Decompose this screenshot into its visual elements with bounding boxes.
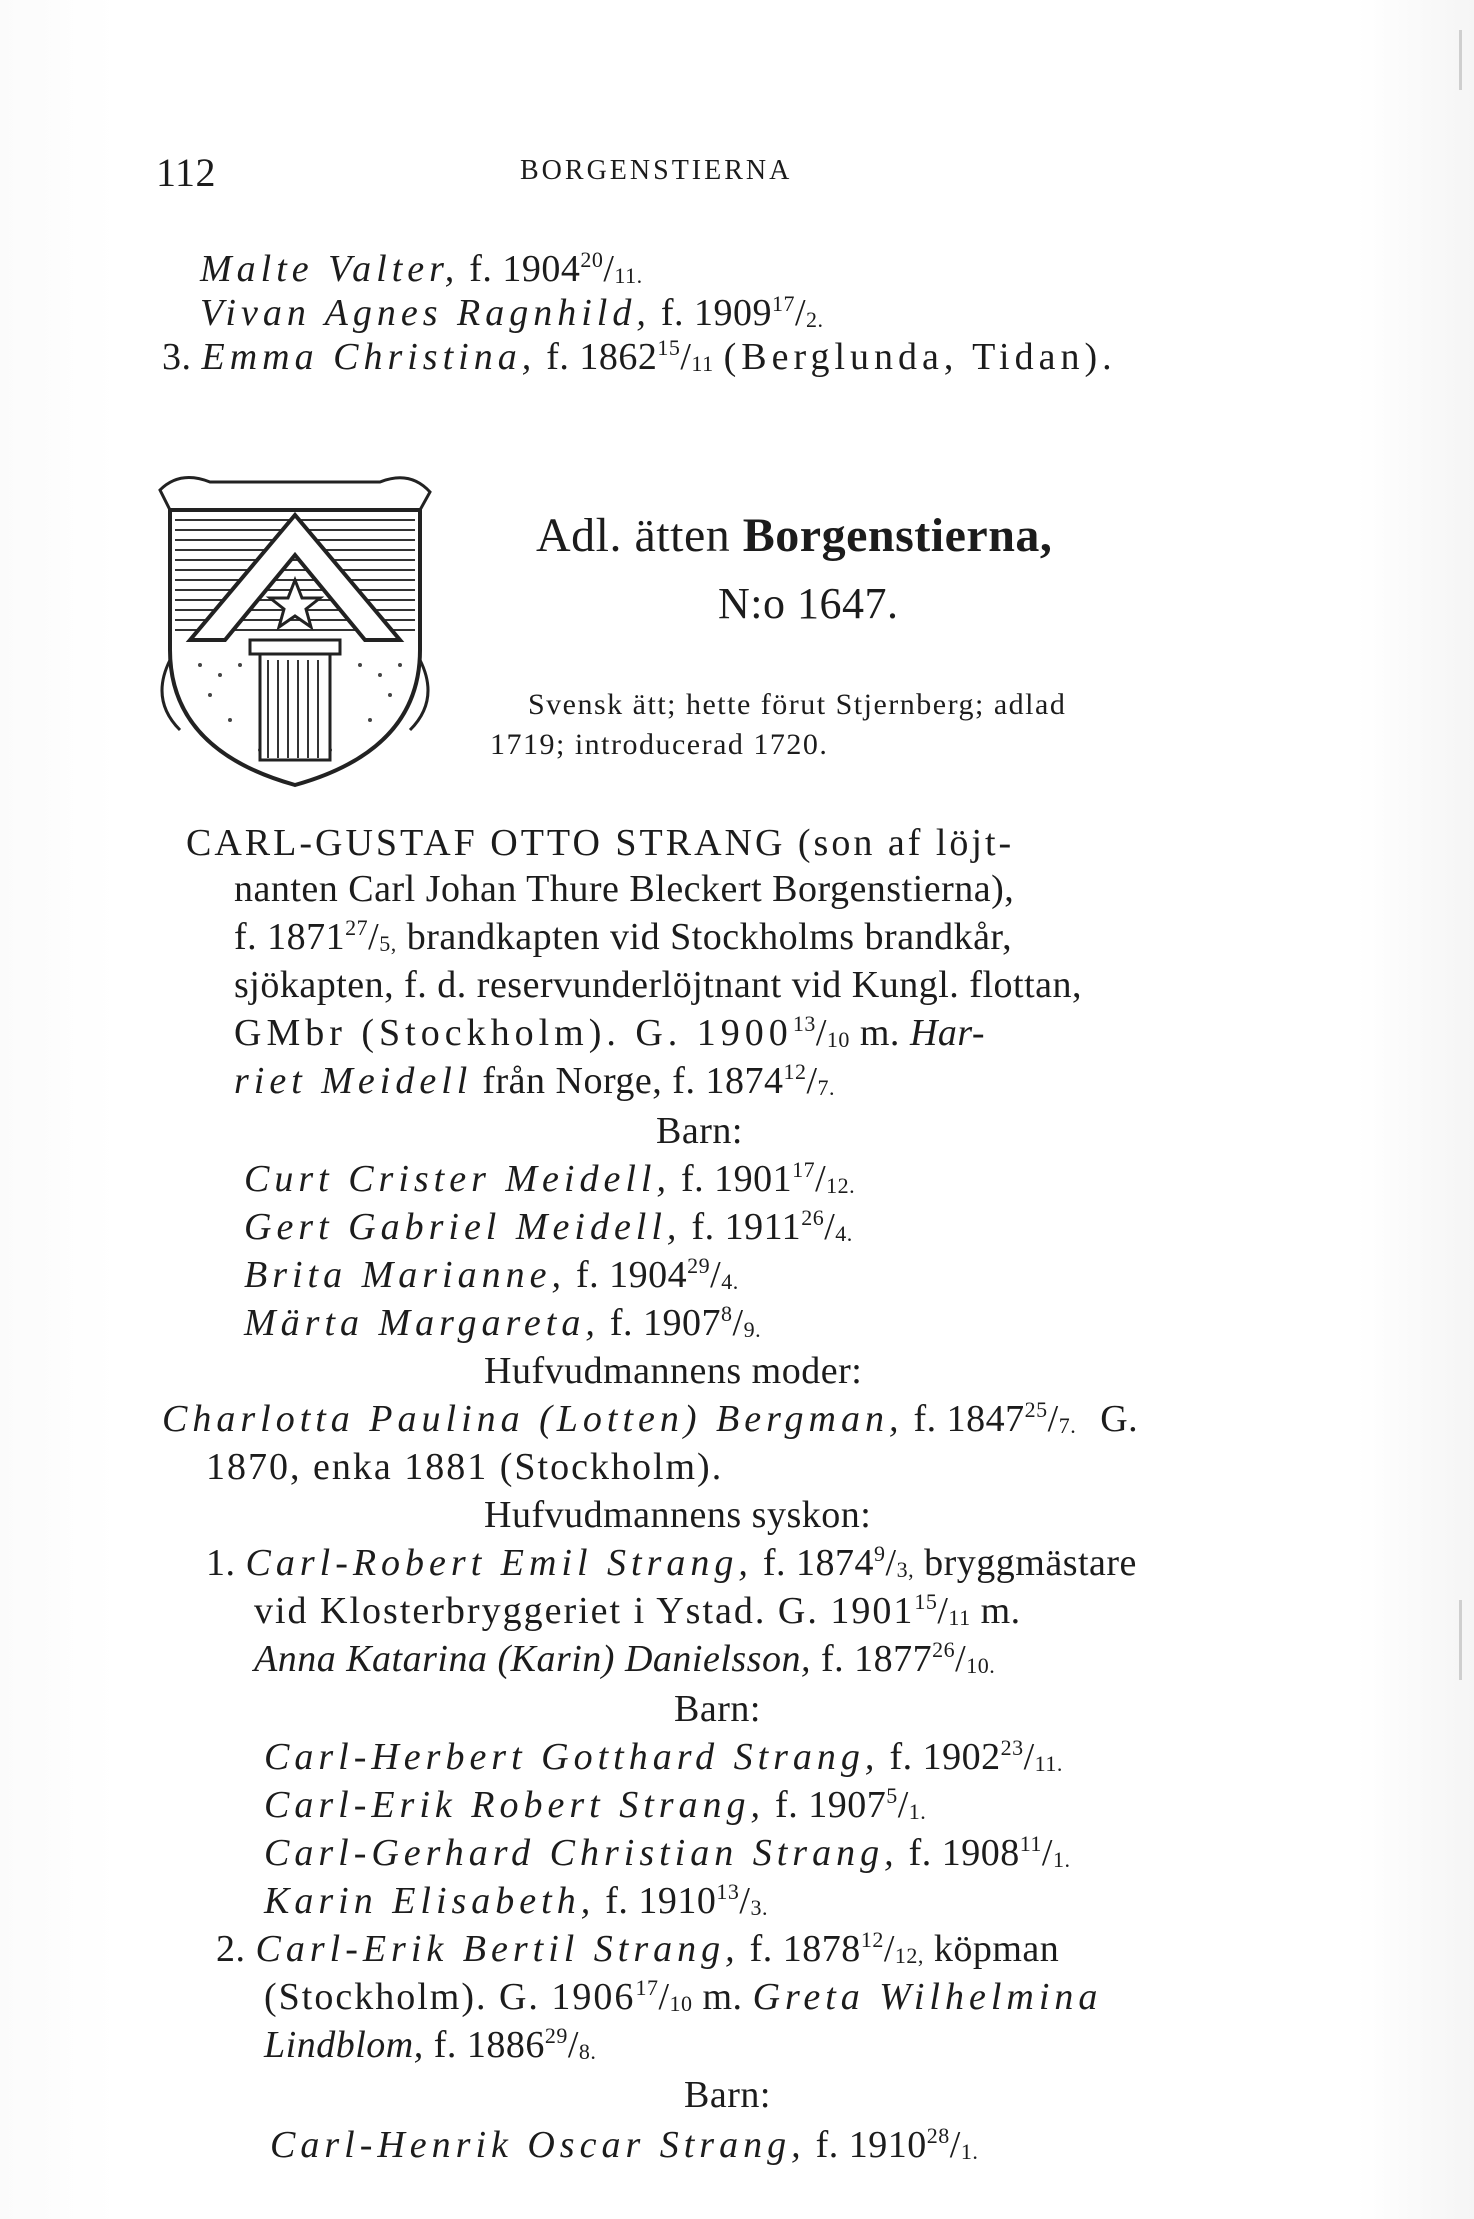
entry-sup: 20 [580, 247, 604, 272]
child-marta: Märta Margareta, f. 1907$^8$/9. [244, 1301, 762, 1344]
child-brita: Brita Marianne, f. 1904$^{29}$/4. [244, 1253, 739, 1296]
entry-place: (Berglunda, Tidan). [723, 336, 1117, 378]
main-entry-line-5: GMbr (Stockholm). G. 1900$^{13}$/10 m. Har- [234, 1011, 986, 1054]
entry-birth: f. 1862 [546, 336, 658, 378]
sibling-2-line-3: Lindblom, f. 1886$^{29}$/8. [264, 2023, 597, 2066]
family-heading [536, 508, 1052, 564]
entry-birth: f. 1904 [469, 248, 581, 290]
entry-birth: f. 1909 [660, 292, 772, 334]
sibling-1-children-label: Barn: [674, 1688, 761, 1730]
child-gert: Gert Gabriel Meidell, f. 1911$^{26}$/4. [244, 1205, 853, 1248]
entry-sup: 15 [657, 335, 681, 360]
entry-sub: 11. [614, 263, 643, 288]
entry-sup: 17 [771, 291, 795, 316]
main-entry-line-6: riet Meidell från Norge, f. 1874$^{12}$/7. [234, 1059, 836, 1102]
coat-of-arms-icon [150, 470, 440, 800]
main-entry-line-1: CARL-GUSTAF OTTO STRANG (son af löjt- [186, 822, 1015, 864]
family-note-2: 1719; introducerad 1720. [490, 728, 829, 761]
children-label: Barn: [656, 1110, 743, 1152]
entry-sub: 2. [806, 307, 824, 332]
sibling-1-child-4: Karin Elisabeth, f. 1910$^{13}$/3. [264, 1879, 768, 1922]
entry-sub: 11 [691, 351, 714, 376]
sibling-2-children-label: Barn: [684, 2074, 771, 2116]
mother-line-2: 1870, enka 1881 (Stockholm). [206, 1446, 724, 1488]
entry-name: Malte Valter, [200, 248, 460, 290]
entry-name: Vivan Agnes Ragnhild, [200, 292, 651, 334]
sibling-1-child-3: Carl-Gerhard Christian Strang, f. 1908$^{11}$/1. [264, 1831, 1071, 1874]
sibling-1-line-3: Anna Katarina (Karin) Danielsson, f. 1877$^{26}$/10. [254, 1637, 996, 1680]
child-curt: Curt Crister Meidell, f. 1901$^{17}$/12. [244, 1157, 856, 1200]
mother-label: Hufvudmannens moder: [484, 1350, 863, 1392]
main-entry-line-3: f. 1871$^{27}$/5, brandkapten vid Stockholms brandkår, [234, 915, 1013, 958]
family-note-1: Svensk ätt; hette förut Stjernberg; adlad [528, 688, 1067, 721]
sibling-2-child-1: Carl-Henrik Oscar Strang, f. 1910$^{28}$/1. [270, 2123, 979, 2166]
entry-number: 3. [162, 336, 192, 378]
sibling-1-child-1: Carl-Herbert Gotthard Strang, f. 1902$^{23}$/11. [264, 1735, 1063, 1778]
running-title: BORGENSTIERNA [520, 155, 793, 186]
family-number: N:o 1647. [718, 579, 899, 628]
main-entry-line-2: nanten Carl Johan Thure Bleckert Borgenstierna), [234, 868, 1015, 910]
entry-name: Emma Christina, [201, 336, 537, 378]
main-entry-line-4: sjökapten, f. d. reservunderlöjtnant vid Kungl. flottan, [234, 964, 1082, 1006]
sibling-1-line-2: vid Klosterbryggeriet i Ystad. G. 1901$^{15}$/11 m. [254, 1589, 1021, 1632]
scan-edge-mark [1459, 30, 1462, 90]
sibling-2-line-2: (Stockholm). G. 1906$^{17}$/10 m. Greta Wilhelmina [264, 1975, 1103, 2018]
title-prefix: Adl. ätten [536, 509, 731, 562]
scan-edge-mark [1459, 1600, 1462, 1680]
entry-malte: Malte Valter, f. 1904$^{20}$/11. [200, 247, 643, 290]
page-number: 112 [156, 150, 217, 195]
sibling-1-line-1: 1. Carl-Robert Emil Strang, f. 1874$^9$/3, bryggmästare [206, 1541, 1137, 1584]
entry-emma: 3. Emma Christina, f. 1862$^{15}$/11 (Berglunda, Tidan). [162, 335, 1117, 378]
sibling-2-line-1: 2. Carl-Erik Bertil Strang, f. 1878$^{12}$/12, köpman [216, 1927, 1060, 1970]
entry-vivan: Vivan Agnes Ragnhild, f. 1909$^{17}$/2. [200, 291, 824, 334]
family-name: Borgenstierna, [742, 509, 1053, 562]
siblings-label: Hufvudmannens syskon: [484, 1494, 872, 1536]
sibling-1-child-2: Carl-Erik Robert Strang, f. 1907$^5$/1. [264, 1783, 927, 1826]
mother-line-1: Charlotta Paulina (Lotten) Bergman, f. 1847$^{25}$/7. G. [162, 1397, 1139, 1440]
